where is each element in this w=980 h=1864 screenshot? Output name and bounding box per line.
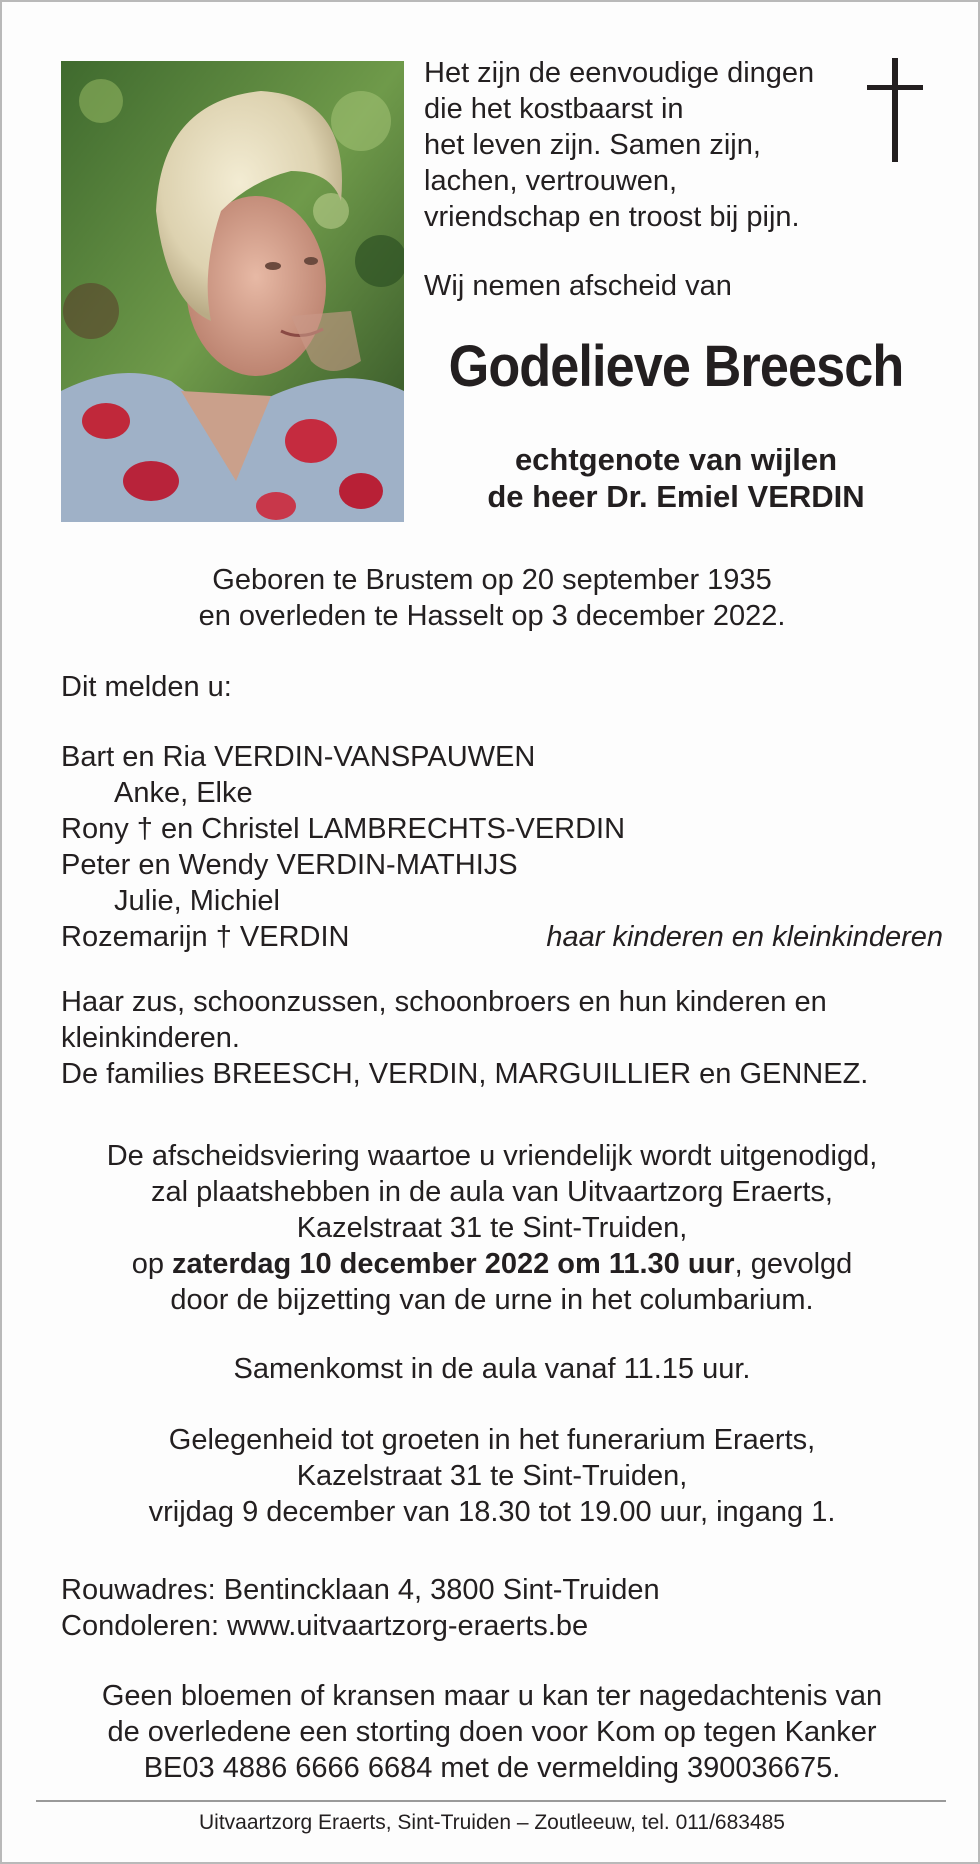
family-caption: haar kinderen en kleinkinderen [546,921,943,953]
visitation-info [32,1422,952,1530]
relatives [61,984,931,1092]
spouse-line: echtgenote van wijlen [514,442,838,477]
poem [424,55,814,235]
latin-cross-icon [867,58,923,162]
family-row-last [61,919,943,955]
donation-info [32,1678,952,1786]
visitation-line: Kazelstraat 31 te Sint-Truiden, [296,1460,688,1492]
announce-heading [61,669,931,705]
family-row: Rony † en Christel LAMBRECHTS-VERDIN [61,813,626,845]
portrait-photo [61,61,404,522]
condolences-website[interactable]: Condoleren: www.uitvaartzorg-eraerts.be [61,1610,589,1642]
grandchildren-row: Julie, Michiel [114,885,280,917]
gathering-line: Samenkomst in de aula vanaf 11.15 uur. [233,1353,751,1385]
poem-line: die het kostbaarst in [424,93,684,125]
footer-divider [36,1800,946,1802]
poem-line: het leven zijn. Samen zijn, [424,129,761,161]
visitation-line: vrijdag 9 december van 18.30 tot 19.00 uur, ingang 1. [148,1496,836,1528]
family-row: Peter en Wendy VERDIN-MATHIJS [61,849,518,881]
relatives-line: Haar zus, schoonzussen, schoonbroers en hun kinderen en [61,986,827,1018]
deceased-name: Godelieve Breesch [448,334,904,399]
ceremony-line: De afscheidsviering waartoe u vriendelijk wordt uitgenodigd, [106,1140,878,1172]
intro-text: Wij nemen afscheid van [424,270,732,302]
ceremony-date-line [32,1246,952,1282]
birth-line: Geboren te Brustem op 20 september 1935 [212,564,772,596]
announce-heading-text: Dit melden u: [61,671,232,703]
birth-death-dates [32,562,952,634]
ceremony-date-post: , gevolgd [734,1248,853,1280]
donation-line: BE03 4886 6666 6684 met de vermelding 390036675. [143,1752,841,1784]
poem-line: Het zijn de eenvoudige dingen [424,57,815,89]
ceremony-date-pre: op [131,1248,173,1280]
family-row: Bart en Ria VERDIN-VANSPAUWEN [61,741,536,773]
poem-line: lachen, vertrouwen, [424,165,678,197]
visitation-line: Gelegenheid tot groeten in het funerarium Eraerts, [168,1424,816,1456]
donation-line: Geen bloemen of kransen maar u kan ter nagedachtenis van [101,1680,883,1712]
contact-info [61,1572,931,1644]
mourning-address: Rouwadres: Bentincklaan 4, 3800 Sint-Truiden [61,1574,660,1606]
ceremony-line: zal plaatshebben in de aula van Uitvaartzorg Eraerts, [151,1176,833,1208]
spouse-info [416,441,936,515]
footer-text: Uitvaartzorg Eraerts, Sint-Truiden – Zoutleeuw, tel. 011/683485 [199,1811,785,1834]
family-list [61,739,943,955]
grandchildren-row: Anke, Elke [114,777,253,809]
poem-line: vriendschap en troost bij pijn. [424,201,800,233]
spouse-line: de heer Dr. Emiel VERDIN [487,479,865,514]
family-row: Rozemarijn † VERDIN [61,921,350,953]
ceremony-date: zaterdag 10 december 2022 om 11.30 uur [172,1248,735,1280]
donation-line: de overledene een storting doen voor Kom op tegen Kanker [107,1716,877,1748]
death-line: en overleden te Hasselt op 3 december 2022. [198,600,786,632]
ceremony-info [32,1138,952,1318]
relatives-line: kleinkinderen. [61,1022,240,1054]
gathering-info [32,1351,952,1387]
ceremony-line: door de bijzetting van de urne in het columbarium. [170,1284,814,1316]
relatives-line: De families BREESCH, VERDIN, MARGUILLIER en GENNEZ. [61,1058,869,1090]
ceremony-line: Kazelstraat 31 te Sint-Truiden, [296,1212,688,1244]
